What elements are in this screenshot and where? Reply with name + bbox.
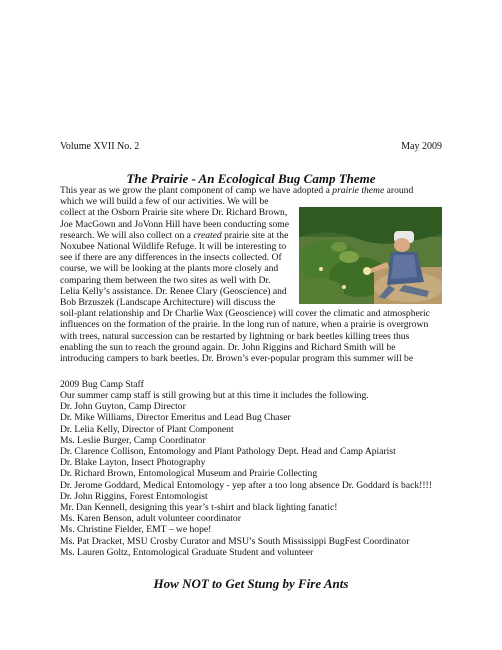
prairie-photo [299, 207, 442, 304]
staff-list-item: Mr. Dan Kennell, designing this year’s t-shirt and black lighting fanatic! [60, 502, 338, 514]
text-run: prairie site at the [221, 229, 289, 241]
text-run: Lelia Kelly’s assistance. Dr. Renee Clary (Geoscience) and [60, 285, 287, 297]
text-run: comparing them between the two sites as well with Dr. [60, 274, 271, 286]
text-run: soil-plant relationship and Dr Charlie Wax (Geoscience) will cover the climatic and atmospheric [60, 308, 430, 320]
volume-number: Volume XVII No. 2 [60, 141, 140, 152]
staff-list-item: Ms. Karen Benson, adult volunteer coordinator [60, 513, 241, 525]
article-line [60, 263, 278, 274]
next-article-title: How NOT to Get Stung by Fire Ants [153, 576, 349, 591]
article-line [60, 230, 288, 241]
text-run: research. We will also collect on a [60, 229, 194, 241]
text-run: collect at the Osborn Prairie site where Dr. Richard Brown, [60, 207, 288, 219]
article-line [60, 297, 275, 308]
staff-list-item: Dr. Jerome Goddard, Medical Entomology - yep after a too long absence Dr. Goddard is back!!!! [60, 479, 432, 491]
article-line [60, 275, 270, 286]
article-line [60, 252, 282, 263]
text-run: influences on the formation of the prairie. In the long run of nature, when a prairie is overgrown [60, 319, 429, 331]
staff-list-item: Dr. Richard Brown, Entomological Museum and Prairie Collecting [60, 468, 318, 480]
staff-list-item: Dr. Lelia Kelly, Director of Plant Component [60, 423, 234, 435]
staff-list-item: Dr. Mike Williams, Director Emeritus and Lead Bug Chaser [60, 412, 291, 424]
article-line [60, 185, 413, 196]
text-run: Bob Brzuszek (Landscape Architecture) will discuss the [60, 297, 276, 308]
staff-list [60, 390, 432, 558]
article-line [60, 353, 413, 364]
article-line [60, 196, 268, 207]
text-run: which we will build a few of our activities. We will be [60, 196, 269, 208]
text-run: Noxubee National Wildlife Refuge. It will be interesting to [60, 241, 287, 252]
article-line [60, 342, 395, 353]
staff-list-item: Dr. Blake Layton, Insect Photography [60, 457, 206, 469]
staff-list-item: Dr. John Riggins, Forest Entomologist [60, 490, 208, 502]
article-title: The Prairie - An Ecological Bug Camp Theme [126, 171, 376, 186]
text-run: course, we will be looking at the plants more closely and [60, 263, 279, 275]
text-run: enabling the sun to reach the ground again. Dr. John Riggins and Richard Smith will be [60, 341, 396, 353]
article-line [60, 286, 287, 297]
article-line [60, 219, 289, 230]
article-line [60, 308, 430, 319]
article-line [60, 331, 409, 342]
staff-list-item: Our summer camp staff is still growing but at this time it includes the following. [60, 390, 369, 401]
staff-list-item: Ms. Lauren Goltz, Entomological Graduate Student and volunteer [60, 546, 314, 558]
text-run: Joe MacGown and JoVonn Hill have been conducting some [60, 218, 289, 230]
text-run: This year as we grow the plant component of camp we have adopted a [60, 185, 333, 196]
text-run: see if there are any differences in the insects collected. Of [60, 252, 282, 264]
staff-list-item: Ms. Pat Dracket, MSU Crosby Curator and MSU’s South Mississippi BugFest Coordinator [60, 535, 410, 547]
issue-date: May 2009 [401, 141, 442, 152]
staff-list-item: Ms. Christine Fielder, EMT – we hope! [60, 524, 212, 536]
text-run: with trees, natural succession can be restarted by lightning or bark beetles killing trees thus [60, 330, 410, 342]
article-line [60, 319, 428, 330]
article-line [60, 207, 287, 218]
staff-list-item: Dr. John Guyton, Camp Director [60, 401, 186, 413]
emphasis-text: created [193, 229, 222, 241]
emphasis-text: prairie theme [332, 185, 385, 196]
staff-section-title: 2009 Bug Camp Staff [60, 379, 144, 390]
text-run: introducing campers to bark beetles. Dr. Brown’s ever-popular program this summer will be [60, 353, 414, 364]
text-run: around [384, 185, 414, 196]
staff-list-item: Ms. Leslie Burger, Camp Coordinator [60, 434, 206, 446]
article-line [60, 241, 286, 252]
staff-list-item: Dr. Clarence Collison, Entomology and Plant Pathology Dept. Head and Camp Apiarist [60, 446, 396, 458]
